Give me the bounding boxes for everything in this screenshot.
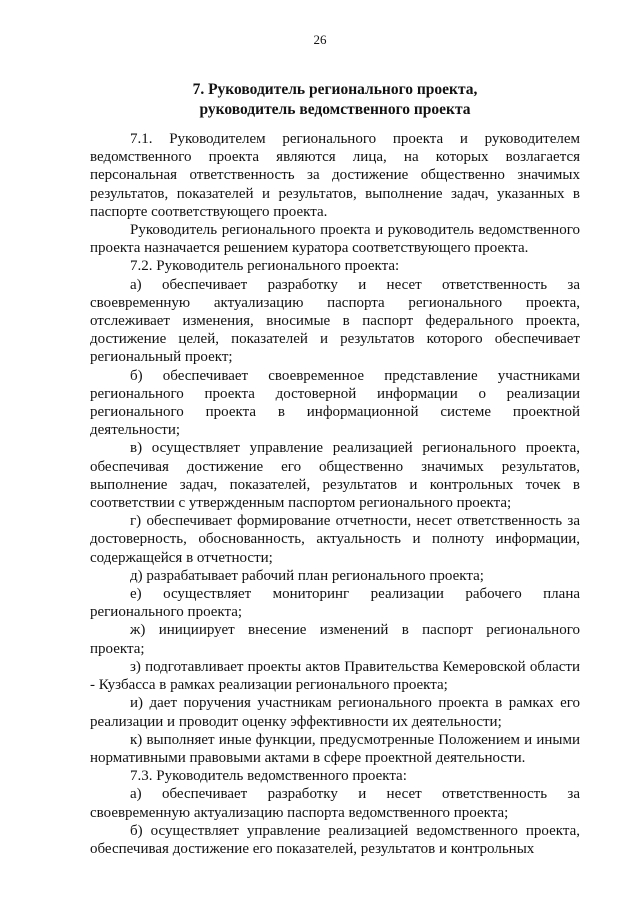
section-heading <box>90 80 580 120</box>
paragraph-7-3: 7.3. Руководитель ведомственного проекта: <box>130 768 407 785</box>
paragraph-7-1: 7.1. Руководителем регионального проекта и руководителем ведомственного проекта являются лица, на которых возлагается персональная ответственность за достижение общественно значимых результатов, показателей и результатов, выполнение задач, указанных в паспорте соответствующего проекта. <box>90 131 580 220</box>
section-heading-line-1: 7. Руководитель регионального проекта, <box>192 81 478 98</box>
list-item-v: в) осуществляет управление реализацией регионального проекта, обеспечивая достижение его общественно значимых результатов, выполнение задач, показателей, результатов и контрольных точек в соответствии с утвержденным паспортом регионального проекта; <box>90 440 580 512</box>
paragraph-7-2: 7.2. Руководитель регионального проекта: <box>130 258 400 275</box>
section-heading-line-2: руководитель ведомственного проекта <box>199 101 471 118</box>
list-item-b-2: б) осуществляет управление реализацией ведомственного проекта, обеспечивая достижение его показателей, результатов и контрольных <box>90 822 580 857</box>
list-item-b: б) обеспечивает своевременное представление участниками регионального проекта достоверной информации о реализации регионального проекта в информационной системе проектной деятельности; <box>90 367 580 439</box>
document-body <box>90 130 580 858</box>
list-item-i: и) дает поручения участникам регионального проекта в рамках его реализации и проводит оценку эффективности их деятельности; <box>90 695 580 730</box>
list-item-e: е) осуществляет мониторинг реализации рабочего плана регионального проекта; <box>90 586 580 621</box>
list-item-d: д) разрабатывает рабочий план регионального проекта; <box>130 567 484 584</box>
list-item-k: к) выполняет иные функции, предусмотренные Положением и иными нормативными правовыми актами в сфере проектной деятельности. <box>90 731 580 766</box>
list-item-z: з) подготавливает проекты актов Правительства Кемеровской области - Кузбасса в рамках реализации регионального проекта; <box>90 658 580 694</box>
paragraph-appointment: Руководитель регионального проекта и руководитель ведомственного проекта назначается решением куратора соответствующего проекта. <box>90 222 580 257</box>
list-item-zh: ж) инициирует внесение изменений в паспорт регионального проекта; <box>90 622 580 657</box>
page-number: 26 <box>313 32 327 47</box>
list-item-a: а) обеспечивает разработку и несет ответственность за своевременную актуализацию паспорта регионального проекта, отслеживает изменения, вносимые в паспорт федерального проекта, достижение целей, показателей и результатов которого обеспечивает региональный проект; <box>90 276 580 366</box>
list-item-a-2: а) обеспечивает разработку и несет ответственность за своевременную актуализацию паспорта ведомственного проекта; <box>90 786 580 821</box>
list-item-g: г) обеспечивает формирование отчетности, несет ответственность за достоверность, обоснованность, актуальность и полноту информации, содержащейся в отчетности; <box>90 513 580 566</box>
